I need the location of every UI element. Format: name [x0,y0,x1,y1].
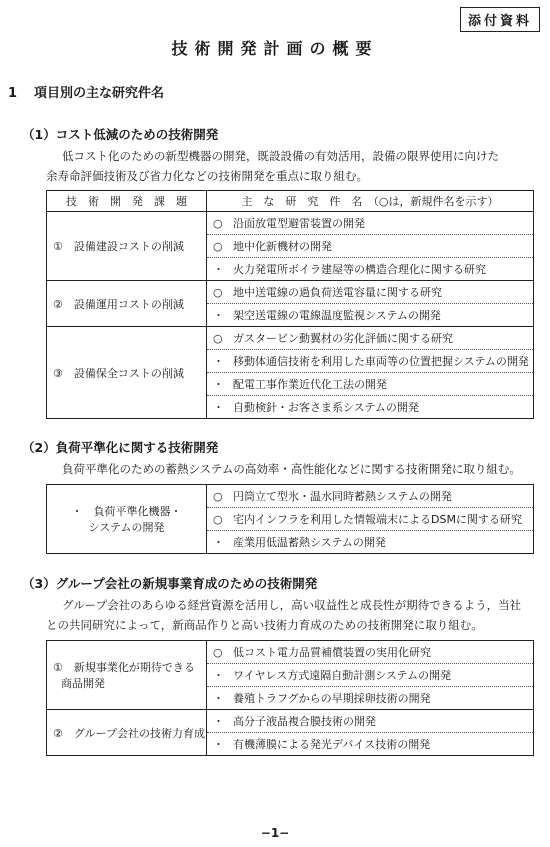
topic-marker: ・ [213,378,224,391]
table-row [47,641,534,710]
topic-text: 沿面放電型避雷装置の開発 [233,217,365,230]
task-line-1: ・ 負荷平準化機器・ [71,505,182,518]
subsection-1-title: （1）コスト低減のための技術開発 [22,127,219,142]
topic-text: 低コスト電力品質補償装置の実用化研究 [233,646,431,659]
topic-marker: ○ [213,512,223,526]
topic-text: 移動体通信技術を利用した車両等の位置把握システムの開発 [233,355,529,368]
topic-marker: ○ [213,489,223,503]
task-line-1: ① 新規事業化が期待できる [53,661,195,674]
topic-marker: ○ [213,285,223,299]
topic-item [207,664,533,687]
section-1-title: 項目別の主な研究件名 [34,86,165,101]
topic-text: 宅内インフラを利用した情報端末によるDSMに関する研究 [233,513,522,526]
topic-text: 地中送電線の過負荷送電容量に関する研究 [233,286,442,299]
table-row [47,212,534,281]
topic-marker: ・ [213,669,224,682]
topic-text: ガスタービン動翼材の劣化評価に関する研究 [233,332,453,345]
topic-marker: ○ [213,645,223,659]
topic-item [207,687,533,709]
topic-text: 地中化新機材の開発 [233,240,332,253]
section-1-number: 1 [8,86,18,101]
topic-item [207,281,533,304]
topic-item [207,373,533,396]
topic-marker: ・ [213,263,224,276]
topic-text: 架空送電線の電線温度監視システムの開発 [233,309,441,322]
task-cell: ② 設備運用コストの削減 [47,281,207,327]
topic-marker: ○ [213,331,223,345]
header-topics: 主 な 研 究 件 名 （○は，新規件名を示す） [207,191,534,212]
topics-cell [207,327,534,419]
topic-item [207,235,533,258]
cost-reduction-table [46,190,534,419]
header-task: 技 術 開 発 課 題 [47,191,207,212]
topic-item [207,258,533,280]
topic-marker: ・ [213,401,224,414]
topic-item [207,508,533,531]
topic-item [207,304,533,326]
group-business-table [46,640,534,756]
topic-marker: ○ [213,216,223,230]
task-line-2: 商品開発 [61,677,105,690]
topic-marker: ・ [213,738,224,751]
topic-item [207,733,533,755]
subsection-3-paragraph-line-2: との共同研究によって，新商品作りと高い技術力育成のための技術開発に取り組む。 [46,618,483,632]
topic-text: 産業用低温蓄熱システムの開発 [233,536,386,549]
topic-item [207,485,533,508]
task-cell [47,485,207,554]
subsection-3-paragraph-line-1: グループ会社のあらゆる経営資源を活用し，高い収益性と成長性が期待できるよう，当社 [62,598,522,612]
table-row [47,281,534,327]
topic-marker: ・ [213,309,224,322]
subsection-2-title: （2）負荷平準化に関する技術開発 [22,440,219,455]
subsection-1-paragraph-line-1: 低コスト化のための新型機器の開発，既設設備の有効活用，設備の限界使用に向けた [62,149,499,163]
topic-item [207,641,533,664]
topic-text: 配電工事作業近代化工法の開発 [233,378,387,391]
task-cell [47,641,207,710]
topic-item [207,327,533,350]
topics-cell [207,485,534,554]
subsection-2-paragraph-line-1: 負荷平準化のための蓄熱システムの高効率・高性能化などに関する技術開発に取り組む。 [62,462,521,476]
task-cell: ③ 設備保全コストの削減 [47,327,207,419]
topic-item [207,396,533,418]
task-cell: ① 設備建設コストの削減 [47,212,207,281]
topics-cell [207,641,534,710]
topics-cell [207,710,534,756]
topic-text: 自動検針・お客さま系システムの開発 [233,401,419,414]
table-row [47,710,534,756]
topic-marker: ・ [213,715,224,728]
topic-item [207,710,533,733]
page-number: −1− [260,826,290,840]
page-title: 技術開発計画の概要 [171,39,379,58]
topic-item [207,212,533,235]
task-line-2: システムの開発 [88,521,165,534]
load-leveling-table [46,484,534,554]
topic-text: 火力発電所ボイラ建屋等の構造合理化に関する研究 [233,263,486,276]
table-row [47,327,534,419]
attachment-label: 添付資料 [460,7,540,32]
table-row [47,485,534,554]
topic-item [207,531,533,553]
topics-cell [207,281,534,327]
topic-marker: ・ [213,355,224,368]
topic-text: 高分子液晶複合膜技術の開発 [233,715,376,728]
section-1-heading [8,82,164,101]
topic-text: ワイヤレス方式遠隔自動計測システムの開発 [233,669,452,682]
topic-item [207,350,533,373]
topic-text: 養殖トラフグからの早期採卵技術の開発 [233,692,431,705]
subsection-1-paragraph-line-2: 余寿命評価技術及び省力化などの技術開発を重点に取り組む。 [46,169,368,183]
subsection-3-title: （3）グループ会社の新規事業育成のための技術開発 [22,576,318,591]
topic-marker: ・ [213,536,224,549]
topic-marker: ・ [213,692,224,705]
topic-text: 円筒立て型氷・温水同時蓄熱システムの開発 [233,490,452,503]
topic-marker: ○ [213,239,223,253]
topic-text: 有機薄膜による発光デバイス技術の開発 [233,738,431,751]
task-cell: ② グループ会社の技術力育成 [47,710,207,756]
topics-cell [207,212,534,281]
